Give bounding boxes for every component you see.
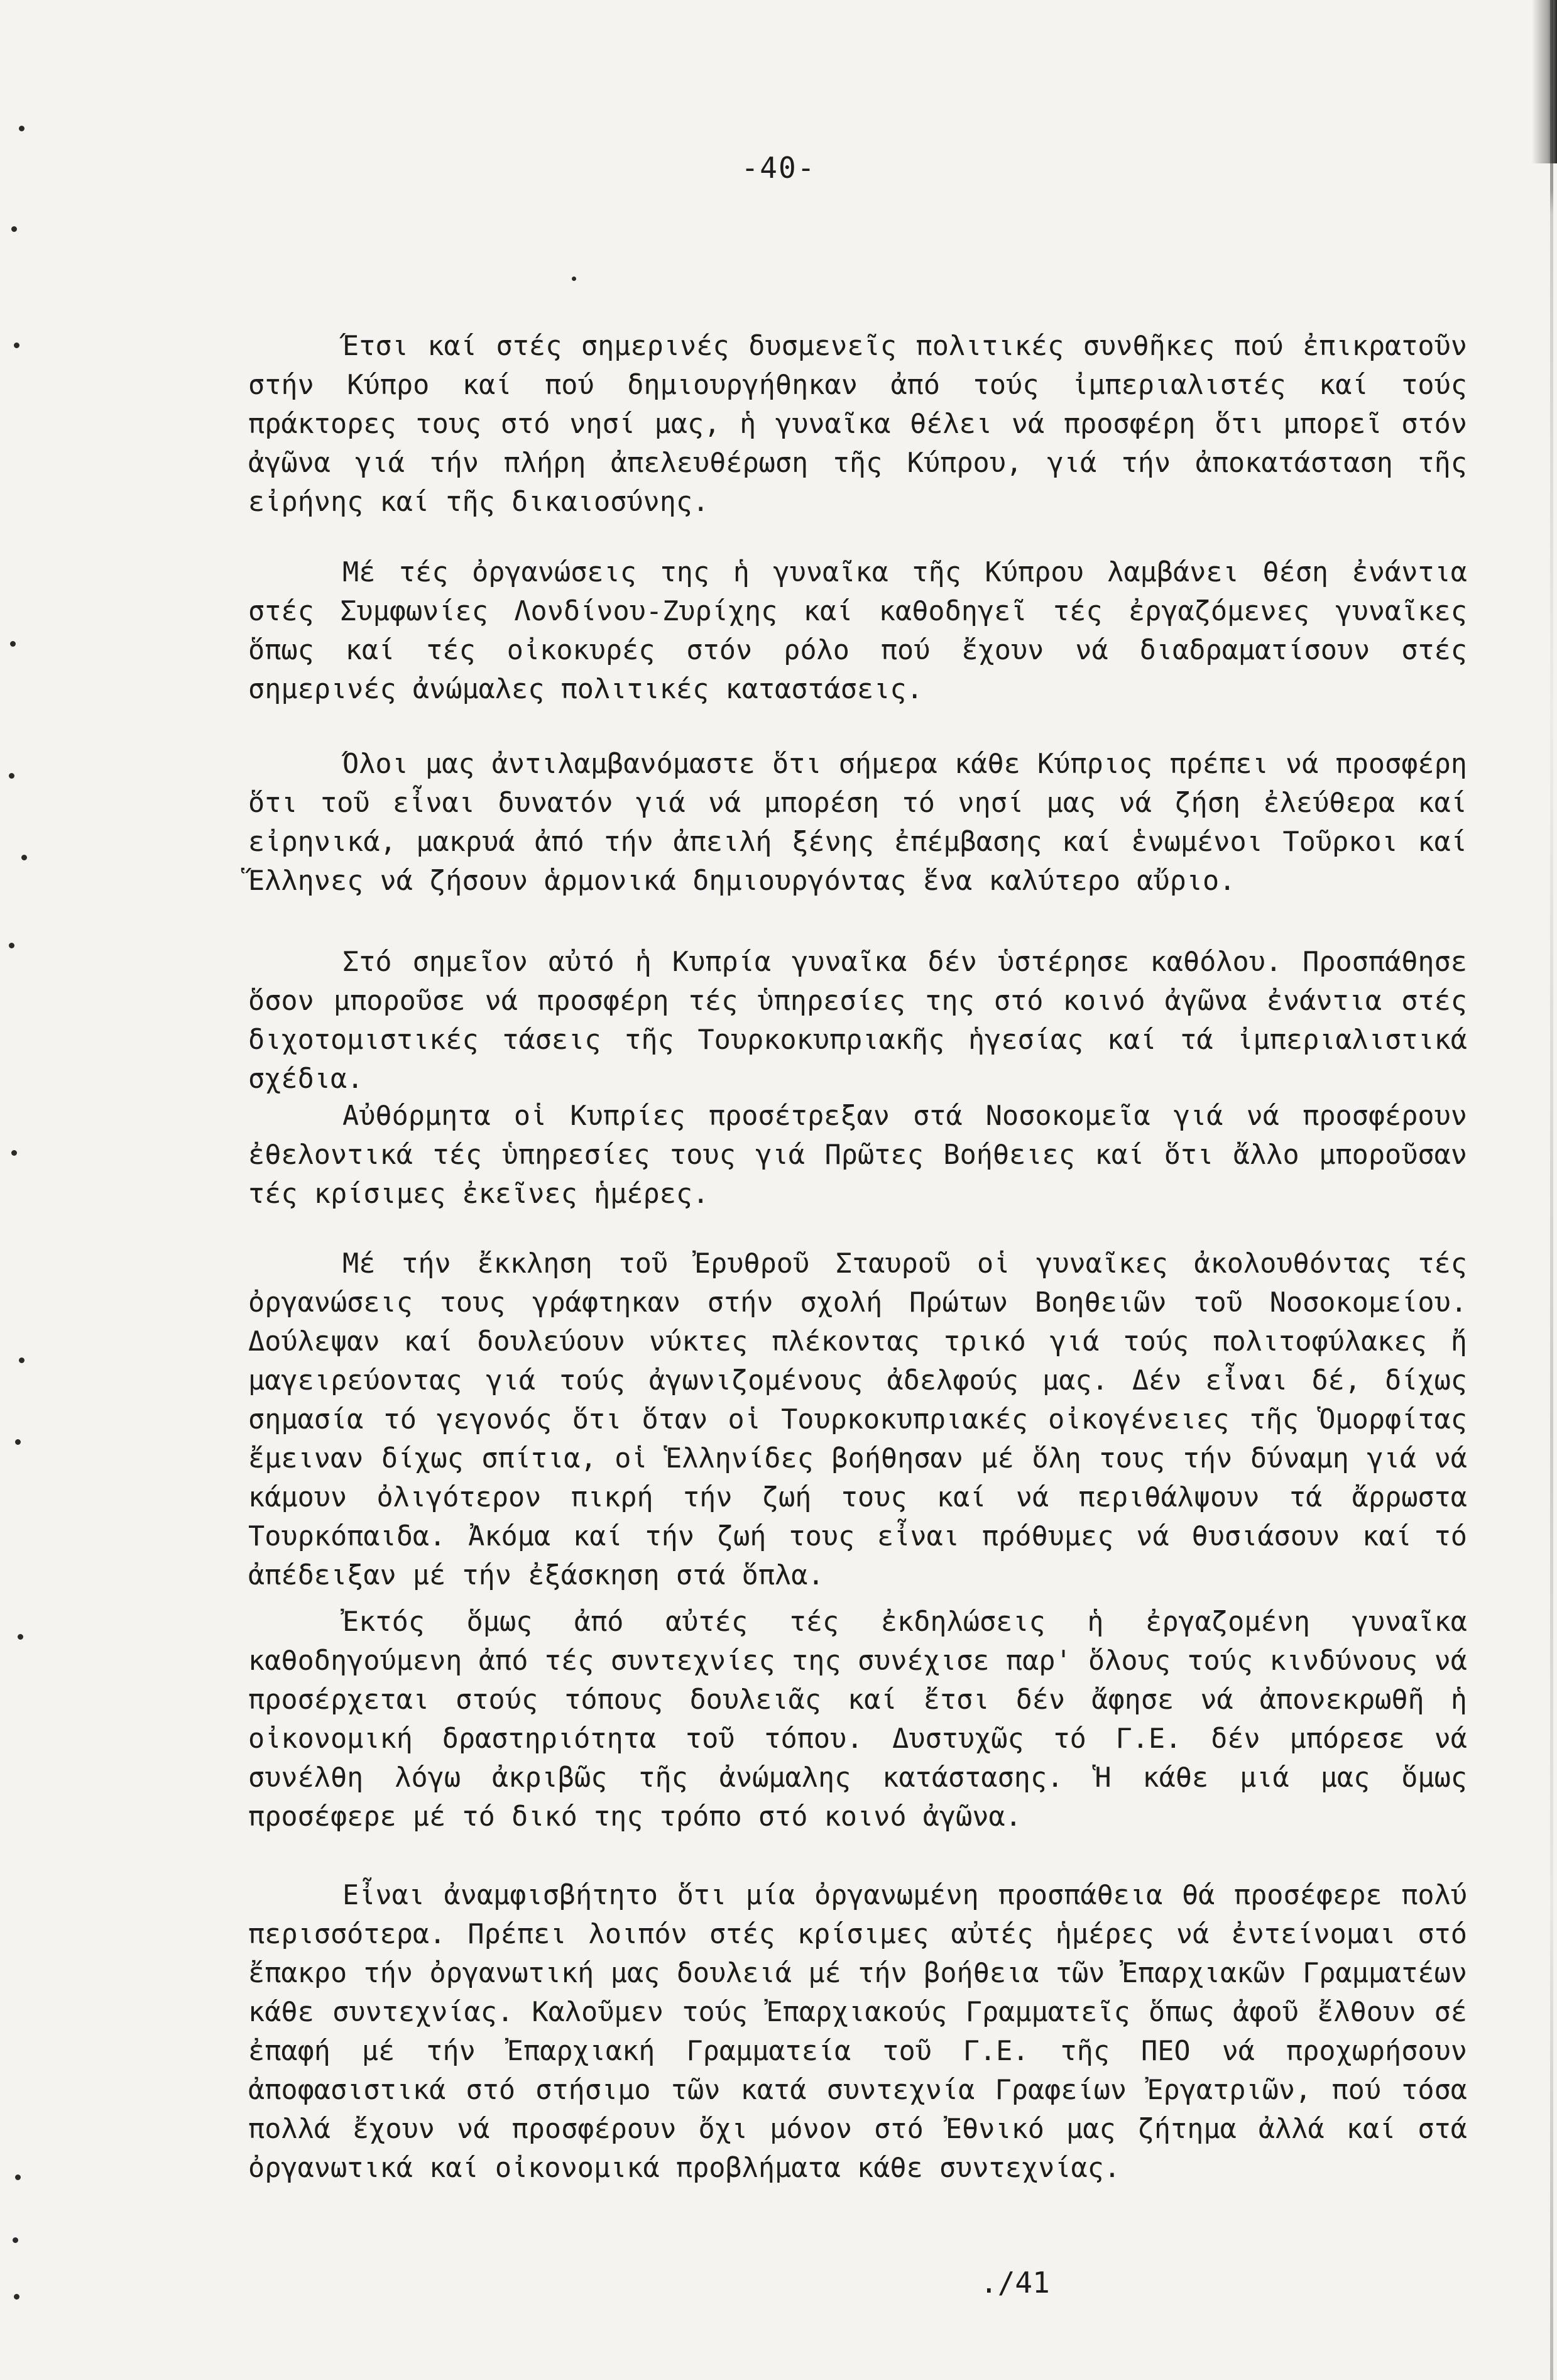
margin-speck (21, 855, 27, 860)
paragraph-5: Αὐθόρμητα οἱ Κυπρίες προσέτρεξαν στά Νοσοκομεῖα γιά νά προσφέρουν ἐθελοντικά τές ὑπηρεσίες τους γιά Πρῶτες Βοήθειες καί ὅτι ἄλλο μποροῦσαν τές κρίσιμες ἐκεῖνες ἡμέρες. (248, 1100, 1467, 1210)
margin-speck (11, 226, 17, 232)
paragraph-6: Μέ τήν ἔκκληση τοῦ Ἐρυθροῦ Σταυροῦ οἱ γυναῖκες ἀκολουθόντας τές ὀργανώσεις τους γράφτηκαν στήν σχολή Πρώτων Βοηθειῶν τοῦ Νοσοκομείου. Δούλεψαν καί δουλεύουν νύκτες πλέκοντας τρικό γιά τούς πολιτοφύλακες ἤ μαγειρεύοντας γιά τούς ἀγωνιζομένους ἀδελφούς μας. Δέν εἶναι δέ, δίχως σημασία τό γεγονός ὅτι ὅταν οἱ Τουρκοκυπριακές οἰκογένειες τῆς Ὁμορφίτας ἔμειναν δίχως σπίτια, οἱ Ἑλληνίδες βοήθησαν μέ ὅλη τους τήν δύναμη γιά νά κάμουν ὀλιγότερον πικρή τήν ζωή τους καί νά περιθάλψουν τά ἄρρωστα Τουρκόπαιδα. Ἀκόμα καί τήν ζωή τους εἶναι πρόθυμες νά θυσιάσουν καί τό ἀπέδειξαν μέ τήν ἐξάσκηση στά ὅπλα. (248, 1248, 1467, 1591)
scan-edge-artifact (1550, 0, 1553, 2380)
margin-speck (13, 2237, 18, 2243)
margin-speck (10, 641, 16, 647)
margin-speck (19, 1357, 25, 1363)
margin-speck (572, 277, 576, 281)
margin-speck (19, 126, 25, 131)
paragraph-1: Έτσι καί στές σημερινές δυσμενεῖς πολιτικές συνθῆκες πού ἐπικρατοῦν στήν Κύπρο καί πού δημιουργήθηκαν ἀπό τούς ἰμπεριαλιστές καί τούς πράκτορες τους στό νησί μας, ἡ γυναῖκα θέλει νά προσφέρη ὅτι μπορεῖ στόν ἀγῶνα γιά τήν πλήρη ἀπελευθέρωση τῆς Κύπρου, γιά τήν ἀποκατάσταση τῆς εἰρήνης καί τῆς δικαιοσύνης. (248, 331, 1467, 518)
paragraph-8: Εἶναι ἀναμφισβήτητο ὅτι μία ὀργανωμένη προσπάθεια θά προσέφερε πολύ περισσότερα. Πρέπει λοιπόν στές κρίσιμες αὐτές ἡμέρες νά ἐντείνομαι στό ἔπακρο τήν ὀργανωτική μας δουλειά μέ τήν βοήθεια τῶν Ἐπαρχιακῶν Γραμματέων κάθε συντεχνίας. Καλοῦμεν τούς Ἐπαρχιακούς Γραμματεῖς ὅπως ἀφοῦ ἔλθουν σέ ἐπαφή μέ τήν Ἐπαρχιακή Γραμματεία τοῦ Γ.Ε. τῆς ΠΕΟ νά προχωρήσουν ἀποφασιστικά στό στήσιμο τῶν κατά συντεχνία Γραφείων Ἐργατριῶν, πού τόσα πολλά ἔχουν νά προσφέρουν ὄχι μόνον στό Ἐθνικό μας ζήτημα ἀλλά καί στά ὀργανωτικά καί οἰκονομικά προβλήματα κάθε συντεχνίας. (248, 1880, 1467, 2184)
margin-speck (11, 1150, 17, 1156)
margin-speck (9, 773, 14, 779)
margin-speck (14, 343, 19, 348)
paragraph-2: Μέ τές ὀργανώσεις της ἡ γυναῖκα τῆς Κύπρου λαμβάνει θέση ἐνάντια στές Συμφωνίες Λονδίνου-Ζυρίχης καί καθοδηγεῖ τές ἐργαζόμενες γυναῖκες ὅπως καί τές οἰκοκυρές στόν ρόλο πού ἔχουν νά διαδραματίσουν στές σημερινές ἀνώμαλες πολιτικές καταστάσεις. (248, 557, 1467, 705)
margin-speck (15, 1439, 21, 1445)
paragraph-3: Όλοι μας ἀντιλαμβανόμαστε ὅτι σήμερα κάθε Κύπριος πρέπει νά προσφέρη ὅτι τοῦ εἶναι δυνατόν γιά νά μπορέση τό νησί μας νά ζήση ἐλεύθερα καί εἰρηνικά, μακρυά ἀπό τήν ἀπειλή ξένης ἐπέμβασης καί ἑνωμένοι Τοῦρκοι καί Ἕλληνες νά ζήσουν ἁρμονικά δημιουργόντας ἕνα καλύτερο αὔριο. (248, 749, 1467, 897)
scan-corner-shadow (1532, 0, 1557, 163)
margin-speck (14, 2294, 19, 2300)
continuation-marker: ./41 (980, 2266, 1050, 2300)
paragraph-7: Ἐκτός ὅμως ἀπό αὐτές τές ἐκδηλώσεις ἡ ἐργαζομένη γυναῖκα καθοδηγούμενη ἀπό τές συντεχνίες της συνέχισε παρ' ὅλους τούς κινδύνους νά προσέρχεται στούς τόπους δουλειᾶς καί ἔτσι δέν ἄφησε νά ἀπονεκρωθῆ ἡ οἰκονομική δραστηριότητα τοῦ τόπου. Δυστυχῶς τό Γ.Ε. δέν μπόρεσε νά συνέλθη λόγω ἀκριβῶς τῆς ἀνώμαλης κατάστασης. Ἡ κάθε μιά μας ὅμως προσέφερε μέ τό δικό της τρόπο στό κοινό ἀγῶνα. (248, 1606, 1467, 1833)
margin-speck (18, 1634, 23, 1640)
paragraph-4: Στό σημεῖον αὐτό ἡ Κυπρία γυναῖκα δέν ὑστέρησε καθόλου. Προσπάθησε ὅσον μποροῦσε νά προσφέρη τές ὑπηρεσίες της στό κοινό ἀγῶνα ἐνάντια στές διχοτομιστικές τάσεις τῆς Τουρκοκυπριακῆς ἡγεσίας καί τά ἰμπεριαλιστικά σχέδια. (248, 946, 1467, 1095)
margin-speck (15, 2174, 21, 2180)
margin-speck (9, 943, 14, 948)
page-number: -40- (741, 151, 816, 185)
